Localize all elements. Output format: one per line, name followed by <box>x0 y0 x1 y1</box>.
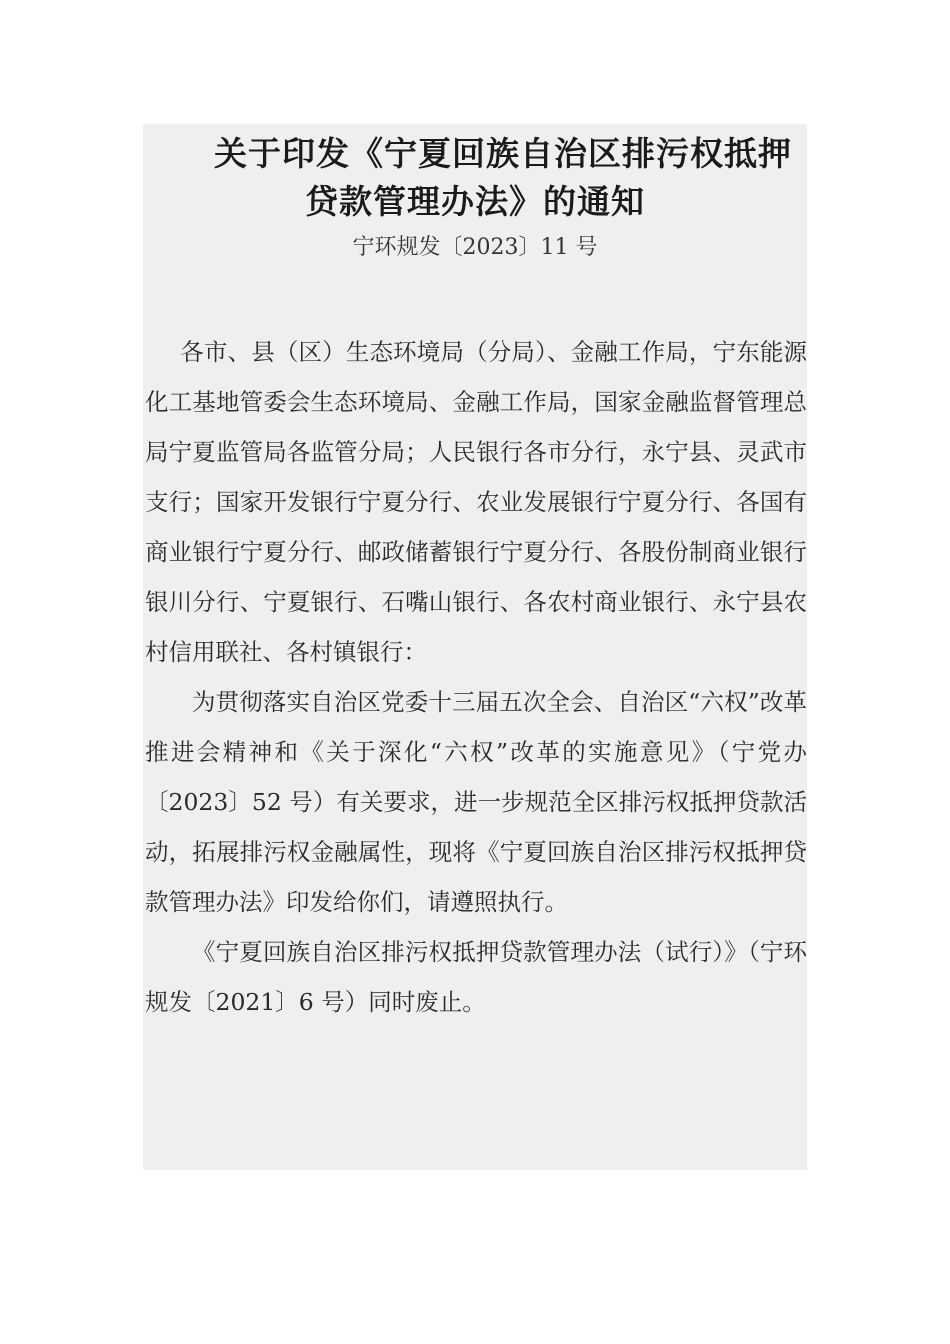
body-paragraph-2: 《宁夏回族自治区排污权抵押贷款管理办法（试行）》（宁环规发〔2021〕6 号）同时废止。 <box>145 938 807 1016</box>
title-line-2: 贷款管理办法》的通知 <box>305 182 645 221</box>
document-panel <box>143 124 807 1170</box>
addressee-paragraph: 各市、县（区）生态环境局（分局）、金融工作局，宁东能源化工基地管委会生态环境局、金融工作局，国家金融监督管理总局宁夏监管局各监管分局；人民银行各市分行，永宁县、灵武市支行；国家开发银行宁夏分行、农业发展银行宁夏分行、各国有商业银行宁夏分行、邮政储蓄银行宁夏分行、各股份制商业银行银川分行、宁夏银行、石嘴山银行、各农村商业银行、永宁县农村信用联社、各村镇银行： <box>145 338 807 666</box>
document-body <box>145 327 807 1027</box>
title-line-1: 关于印发《宁夏回族自治区排污权抵押 <box>214 134 792 173</box>
document-title <box>143 130 807 226</box>
body-paragraph-1: 为贯彻落实自治区党委十三届五次全会、自治区“六权”改革推进会精神和《关于深化“六权”改革的实施意见》（宁党办〔2023〕52 号）有关要求，进一步规范全区排污权抵押贷款活动，拓展排污权金融属性，现将《宁夏回族自治区排污权抵押贷款管理办法》印发给你们，请遵照执行。 <box>145 688 807 916</box>
document-number: 宁环规发〔2023〕11 号 <box>352 235 598 260</box>
